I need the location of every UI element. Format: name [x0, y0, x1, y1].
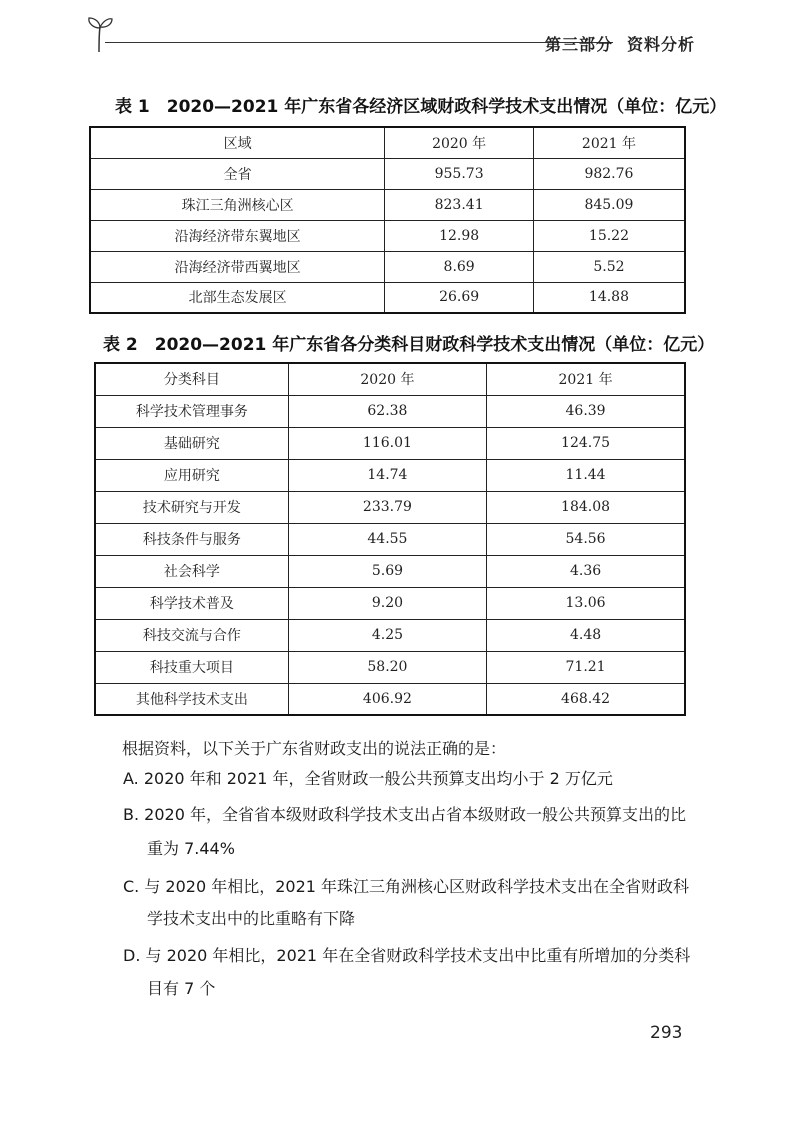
cell-2020: 4.25 [288, 619, 486, 651]
cell-2020: 58.20 [288, 651, 486, 683]
column-header: 区域 [90, 127, 385, 158]
option-d-line2: 目有 7 个 [147, 979, 216, 998]
row-label: 北部生态发展区 [90, 282, 385, 313]
cell-2021: 982.76 [533, 158, 685, 189]
table-header-row [90, 127, 685, 158]
row-label: 沿海经济带东翼地区 [90, 220, 385, 251]
header-section: 资料分析 [626, 35, 695, 54]
sprout-icon [85, 14, 115, 54]
row-label: 科技交流与合作 [95, 619, 288, 651]
cell-2020: 8.69 [385, 251, 534, 282]
header-section-title [545, 32, 695, 55]
cell-2020: 12.98 [385, 220, 534, 251]
table-header-row [95, 363, 685, 395]
cell-2021: 14.88 [533, 282, 685, 313]
cell-2021: 184.08 [487, 491, 685, 523]
cell-2021: 11.44 [487, 459, 685, 491]
row-label: 科学技术普及 [95, 587, 288, 619]
cell-2020: 14.74 [288, 459, 486, 491]
cell-2020: 44.55 [288, 523, 486, 555]
table1-caption: 表 1 2020—2021 年广东省各经济区域财政科学技术支出情况（单位：亿元） [115, 97, 727, 117]
cell-2020: 62.38 [288, 395, 486, 427]
header-rule [105, 42, 613, 43]
table-row [90, 189, 685, 220]
page-header [85, 14, 695, 54]
region-expenditure-table [89, 126, 686, 314]
column-header: 2021 年 [487, 363, 685, 395]
table-row [90, 220, 685, 251]
column-header: 2021 年 [533, 127, 685, 158]
table-row [95, 683, 685, 715]
cell-2020: 406.92 [288, 683, 486, 715]
row-label: 科技重大项目 [95, 651, 288, 683]
table-row [95, 587, 685, 619]
column-header: 分类科目 [95, 363, 288, 395]
row-label: 技术研究与开发 [95, 491, 288, 523]
table-row [95, 491, 685, 523]
option-b-line2: 重为 7.44% [147, 839, 235, 858]
cell-2020: 233.79 [288, 491, 486, 523]
cell-2021: 845.09 [533, 189, 685, 220]
row-label: 科学技术管理事务 [95, 395, 288, 427]
cell-2020: 955.73 [385, 158, 534, 189]
row-label: 其他科学技术支出 [95, 683, 288, 715]
option-d-line1: D. 与 2020 年相比，2021 年在全省财政科学技术支出中比重有所增加的分类科 [123, 946, 691, 965]
cell-2021: 4.36 [487, 555, 685, 587]
table-row [90, 282, 685, 313]
row-label: 社会科学 [95, 555, 288, 587]
category-expenditure-table [94, 362, 686, 716]
header-part: 第三部分 [544, 35, 613, 54]
cell-2021: 46.39 [487, 395, 685, 427]
table-row [95, 651, 685, 683]
table-row [95, 427, 685, 459]
table-row [95, 395, 685, 427]
cell-2021: 5.52 [533, 251, 685, 282]
cell-2021: 71.21 [487, 651, 685, 683]
table-row [95, 555, 685, 587]
question-stem: 根据资料，以下关于广东省财政支出的说法正确的是： [122, 739, 507, 758]
option-a: A. 2020 年和 2021 年，全省财政一般公共预算支出均小于 2 万亿元 [123, 769, 613, 788]
cell-2021: 54.56 [487, 523, 685, 555]
cell-2020: 823.41 [385, 189, 534, 220]
table-row [95, 619, 685, 651]
table-row [95, 459, 685, 491]
cell-2020: 9.20 [288, 587, 486, 619]
row-label: 应用研究 [95, 459, 288, 491]
table-row [90, 158, 685, 189]
row-label: 珠江三角洲核心区 [90, 189, 385, 220]
row-label: 沿海经济带西翼地区 [90, 251, 385, 282]
table2-caption: 表 2 2020—2021 年广东省各分类科目财政科学技术支出情况（单位：亿元） [103, 335, 715, 355]
cell-2021: 468.42 [487, 683, 685, 715]
column-header: 2020 年 [385, 127, 534, 158]
table-row [95, 523, 685, 555]
cell-2021: 15.22 [533, 220, 685, 251]
cell-2020: 5.69 [288, 555, 486, 587]
row-label: 基础研究 [95, 427, 288, 459]
cell-2021: 13.06 [487, 587, 685, 619]
cell-2020: 26.69 [385, 282, 534, 313]
cell-2021: 4.48 [487, 619, 685, 651]
row-label: 科技条件与服务 [95, 523, 288, 555]
cell-2020: 116.01 [288, 427, 486, 459]
cell-2021: 124.75 [487, 427, 685, 459]
option-c-line1: C. 与 2020 年相比，2021 年珠江三角洲核心区财政科学技术支出在全省财政科 [123, 877, 690, 896]
option-b-line1: B. 2020 年，全省省本级财政科学技术支出占省本级财政一般公共预算支出的比 [123, 805, 686, 824]
row-label: 全省 [90, 158, 385, 189]
column-header: 2020 年 [288, 363, 486, 395]
page-number: 293 [650, 1023, 683, 1043]
option-c-line2: 学技术支出中的比重略有下降 [147, 909, 356, 928]
table-row [90, 251, 685, 282]
